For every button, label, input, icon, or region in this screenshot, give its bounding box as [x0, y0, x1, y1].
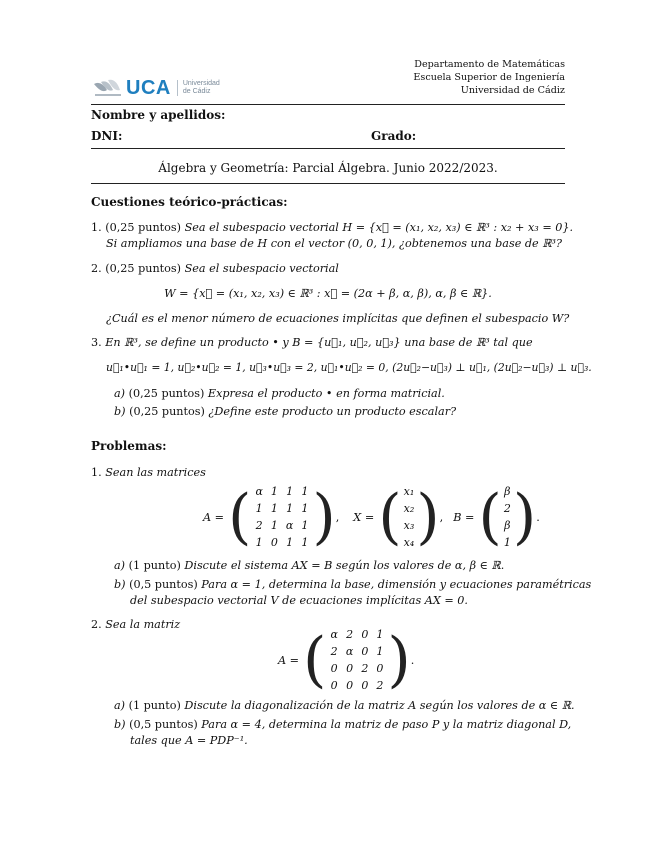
matrix-X-entry: x₄ — [403, 536, 415, 549]
problem-2b-line2: tales que A = PDP⁻¹. — [130, 734, 248, 747]
problem-2a: a) (1 punto) Discute la diagonalización de la matriz A según los valores de α ∈ ℝ. — [114, 699, 575, 712]
header-rule — [91, 104, 565, 105]
matrix-B-row — [502, 483, 513, 500]
form-rule — [91, 148, 565, 149]
matrix-X-label: X = — [353, 510, 375, 524]
matrix-B-row — [502, 534, 513, 551]
matrix-A2-entry: 2 — [346, 628, 354, 641]
matrix-B: ( β 2 β 1 ) — [478, 482, 537, 552]
question-3-line1: 3. En ℝ³, se define un producto • y B = {u⃗₁, u⃗₂, u⃗₃} una base de ℝ³ tal que — [91, 336, 533, 349]
matrix-A2-row — [326, 677, 387, 694]
matrix-A-entry: 1 — [255, 502, 263, 515]
matrix-A-entry: 1 — [301, 502, 309, 515]
matrix-X-row — [402, 517, 417, 534]
matrix-A-row — [251, 534, 312, 551]
dni-field-label: DNI: — [91, 129, 123, 143]
matrix-A2-entry: 0 — [361, 679, 369, 692]
matrix-X-entry: x₂ — [403, 502, 415, 515]
matrix-A2-entry: 0 — [361, 628, 369, 641]
grado-field-label: Grado: — [371, 129, 417, 143]
matrix-B-entry: 1 — [503, 536, 511, 549]
university-name: Universidad de Cádiz — [460, 85, 565, 96]
matrix-X-entry: x₁ — [403, 485, 415, 498]
matrix-A-entry: 1 — [270, 519, 278, 532]
logo-uca-text: UCA — [126, 76, 171, 99]
matrix-A2-entry: 1 — [376, 645, 384, 658]
question-3a: a) (0,25 puntos) Expresa el producto • en forma matricial. — [114, 387, 445, 400]
matrix-A-row — [251, 500, 312, 517]
matrix-A2-entry: 1 — [376, 628, 384, 641]
school-name: Escuela Superior de Ingeniería — [413, 72, 565, 83]
matrix-B-entry: 2 — [503, 502, 511, 515]
name-field-label: Nombre y apellidos: — [91, 108, 226, 122]
matrix-A2-entry: α — [330, 628, 338, 641]
uca-logo-icon — [93, 78, 123, 98]
matrix-A2-entry: 0 — [361, 645, 369, 658]
matrix-A2-entry: 0 — [346, 679, 354, 692]
matrix-A-entry: 1 — [255, 536, 263, 549]
matrix-A-entry: α — [255, 485, 263, 498]
matrix-A-table — [251, 483, 312, 551]
matrix-A-entry: 1 — [301, 536, 309, 549]
matrix-A2-entry: 0 — [376, 662, 384, 675]
matrix-A-entry: 1 — [270, 485, 278, 498]
matrix-A2-entry: 2 — [330, 645, 338, 658]
matrix-B-entry: β — [504, 519, 511, 532]
question-2-formula: W = {x⃗ = (x₁, x₂, x₃) ∈ ℝ³ : x⃗ = (2α + β, α, β), α, β ∈ ℝ}. — [164, 287, 492, 300]
matrix-X-row — [402, 483, 417, 500]
matrix-A2-entry: 0 — [346, 662, 354, 675]
section-heading-cuestiones: Cuestiones teórico-prácticas: — [91, 195, 288, 209]
department-name: Departamento de Matemáticas — [414, 59, 565, 70]
matrix-A2-entry: 2 — [376, 679, 384, 692]
matrix-X-table — [402, 483, 417, 551]
matrix-A-entry: α — [285, 519, 294, 532]
question-2-line1: 2. (0,25 puntos) Sea el subespacio vectorial — [91, 262, 339, 275]
matrix-A2-entry: 0 — [330, 679, 338, 692]
question-3-formula: u⃗₁•u⃗₁ = 1, u⃗₂•u⃗₂ = 1, u⃗₃•u⃗₃ = 2, u⃗₁•u⃗₂ = 0, (2u⃗₂−u⃗₃) ⊥ u⃗₁, (2u⃗₂−u⃗₃) ⊥ u⃗₃. — [106, 361, 592, 374]
problem-1-matrices: A = ( α 1 1 1 1 1 1 1 2 1 α 1 1 0 1 1 ) , X = ( x₁ x₂ x₃ x₄ ) , B = ( β 2 β 1 ) . — [203, 482, 540, 552]
matrix-B-row — [502, 517, 513, 534]
logo-subtitle: Universidad de Cádiz — [177, 80, 220, 96]
matrix-A-entry: 1 — [286, 536, 294, 549]
uca-logo — [93, 77, 220, 99]
exam-title: Álgebra y Geometría: Parcial Álgebra. Junio 2022/2023. — [158, 161, 498, 175]
matrix-A-row — [251, 517, 312, 534]
problem-1a: a) (1 punto) Discute el sistema AX = B según los valores de α, β ∈ ℝ. — [114, 559, 505, 572]
matrix-X-row — [402, 500, 417, 517]
question-1-line2: Si ampliamos una base de H con el vector (0, 0, 1), ¿obtenemos una base de ℝ³? — [106, 237, 563, 250]
matrix-B-entry: β — [504, 485, 511, 498]
section-heading-problemas: Problemas: — [91, 439, 167, 453]
matrix-A2-entry: 0 — [330, 662, 338, 675]
matrix-A2-label: A = — [278, 653, 300, 667]
matrix-X-row — [402, 534, 417, 551]
matrix-A2-entry: α — [345, 645, 354, 658]
problem-1-intro: 1. Sean las matrices — [91, 466, 206, 479]
problem-2-intro: 2. Sea la matriz — [91, 618, 181, 631]
matrix-A2-row — [326, 626, 387, 643]
problem-2-matrix: A = ( α 2 0 1 2 α 0 1 0 0 2 0 0 0 0 2 ) . — [278, 625, 415, 695]
problem-1b-line1: b) (0,5 puntos) Para α = 1, determina la base, dimensión y ecuaciones paramétricas — [114, 578, 592, 591]
matrix-B-label: B = — [453, 510, 475, 524]
matrix-A-entry: 1 — [301, 519, 309, 532]
question-1-line1: 1. (0,25 puntos) Sea el subespacio vectorial H = {x⃗ = (x₁, x₂, x₃) ∈ ℝ³ : x₂ + x₃ = 0}. — [91, 221, 574, 234]
matrix-A: ( α 1 1 1 1 1 1 1 2 1 α 1 1 0 1 1 ) — [228, 482, 336, 552]
problem-2b-line1: b) (0,5 puntos) Para α = 4, determina la matriz de paso P y la matriz diagonal D, — [114, 718, 572, 731]
matrix-A-entry: 0 — [270, 536, 278, 549]
matrix-B-row — [502, 500, 513, 517]
matrix-B-table — [502, 483, 513, 551]
matrix-A-entry: 1 — [286, 485, 294, 498]
matrix-A-entry: 2 — [255, 519, 263, 532]
matrix-A-row — [251, 483, 312, 500]
matrix-A2-entry: 2 — [361, 662, 369, 675]
matrix-A-label: A = — [203, 510, 225, 524]
matrix-A2: ( α 2 0 1 2 α 0 1 0 0 2 0 0 0 0 2 ) — [303, 625, 411, 695]
matrix-A-entry: 1 — [270, 502, 278, 515]
matrix-A-entry: 1 — [286, 502, 294, 515]
question-2-question: ¿Cuál es el menor número de ecuaciones implícitas que definen el subespacio W? — [106, 312, 570, 325]
title-rule — [91, 183, 565, 184]
matrix-X: ( x₁ x₂ x₃ x₄ ) — [378, 482, 440, 552]
matrix-A-entry: 1 — [301, 485, 309, 498]
matrix-A2-table — [326, 626, 387, 694]
matrix-A2-row — [326, 660, 387, 677]
matrix-A2-row — [326, 643, 387, 660]
matrix-X-entry: x₃ — [403, 519, 415, 532]
department-block — [413, 58, 565, 97]
problem-1b-line2: del subespacio vectorial V de ecuaciones implícitas AX = 0. — [130, 594, 468, 607]
question-3b: b) (0,25 puntos) ¿Define este producto un producto escalar? — [114, 405, 457, 418]
